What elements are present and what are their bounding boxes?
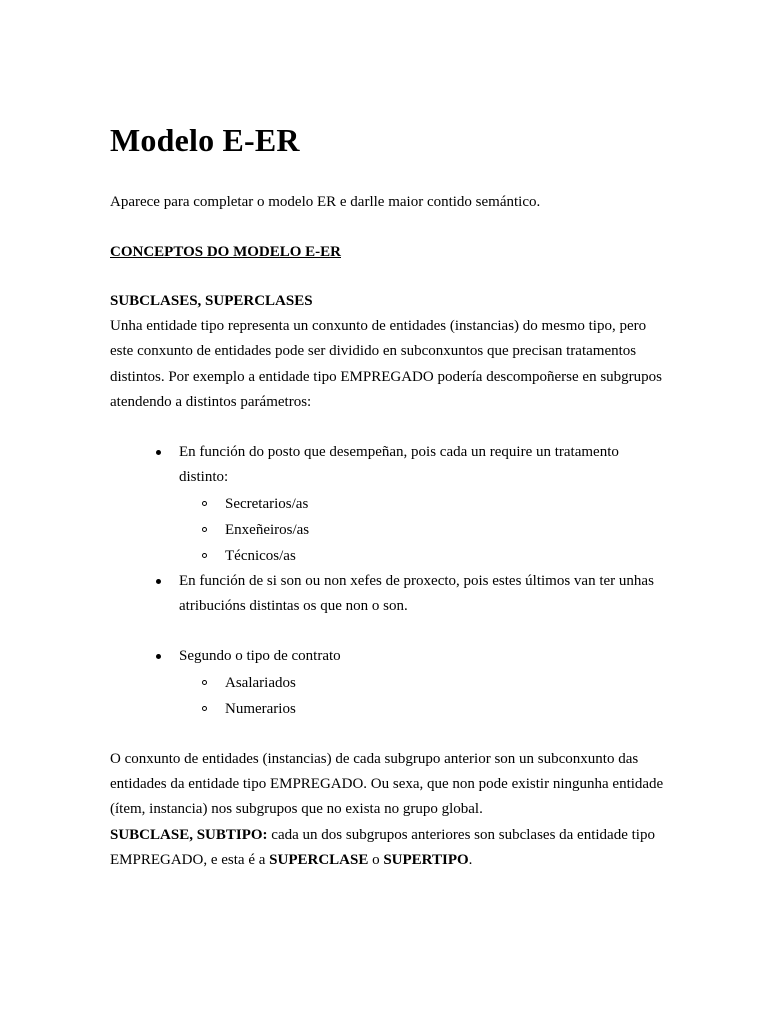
sub-list bbox=[179, 491, 670, 569]
paragraph-subsets: O conxunto de entidades (instancias) de cada subgrupo anterior son un subconxunto das entidades da entidade tipo EMPREGADO. Ou sexa, que non pode existir ningunha entidade (ítem, instancia) nos subgrupos que no exista no grupo global. bbox=[110, 750, 664, 818]
page-title: Modelo E-ER bbox=[110, 122, 300, 158]
paragraph-subclass-definition bbox=[110, 823, 670, 874]
sub-list-item-text: Asalariados bbox=[225, 674, 296, 691]
circle-bullet-icon bbox=[202, 501, 207, 506]
list-item bbox=[110, 440, 670, 569]
list-item bbox=[110, 644, 670, 721]
sub-list-item-text: Técnicos/as bbox=[225, 547, 296, 564]
term-superclase: SUPERCLASE bbox=[269, 851, 369, 868]
sub-list-item bbox=[179, 670, 670, 696]
sub-list-item-text: Secretarios/as bbox=[225, 495, 309, 512]
sub-list bbox=[179, 670, 670, 722]
paragraph-entity-types: Unha entidade tipo representa un conxunto de entidades (instancias) do mesmo tipo, pero este conxunto de entidades pode ser dividido en subconxuntos que precisan tratamentos distintos. Por exemplo a entidade tipo EMPREGADO podería descompoñerse en subgrupos atendendo a distintos parámetros: bbox=[110, 318, 662, 410]
intro-paragraph: Aparece para completar o modelo ER e darlle maior contido semántico. bbox=[110, 194, 541, 210]
definition-text: cada un dos subgrupos anteriores son subclases da entidade tipo EMPREGADO, e esta é a bbox=[110, 826, 655, 868]
list-item-text: En función do posto que desempeñan, pois cada un require un tratamento distinto: bbox=[179, 444, 619, 486]
list-item-text: Segundo o tipo de contrato bbox=[179, 648, 341, 665]
connector-text: o bbox=[368, 851, 384, 868]
bullet-icon bbox=[156, 450, 161, 455]
list-item bbox=[110, 569, 670, 620]
section-heading: CONCEPTOS DO MODELO E-ER bbox=[110, 244, 341, 260]
bullet-icon bbox=[156, 654, 161, 659]
subheading: SUBCLASES, SUPERCLASES bbox=[110, 293, 313, 309]
circle-bullet-icon bbox=[202, 706, 207, 711]
bullet-icon bbox=[156, 579, 161, 584]
bullet-list bbox=[110, 440, 670, 619]
bullet-list bbox=[110, 644, 670, 721]
term-subclase: SUBCLASE, SUBTIPO: bbox=[110, 826, 268, 843]
sub-list-item-text: Enxeñeiros/as bbox=[225, 521, 310, 538]
terminal-punctuation: . bbox=[468, 851, 473, 868]
circle-bullet-icon bbox=[202, 680, 207, 685]
document-page bbox=[110, 118, 670, 873]
circle-bullet-icon bbox=[202, 527, 207, 532]
sub-list-item-text: Numerarios bbox=[225, 700, 296, 717]
circle-bullet-icon bbox=[202, 553, 207, 558]
term-supertipo: SUPERTIPO bbox=[383, 851, 469, 868]
list-item-text: En función de si son ou non xefes de proxecto, pois estes últimos van ter unhas atribucións distintas os que non o son. bbox=[179, 572, 654, 615]
sub-list-item bbox=[179, 543, 670, 569]
sub-list-item bbox=[179, 696, 670, 722]
sub-list-item bbox=[179, 517, 670, 543]
sub-list-item bbox=[179, 491, 670, 517]
